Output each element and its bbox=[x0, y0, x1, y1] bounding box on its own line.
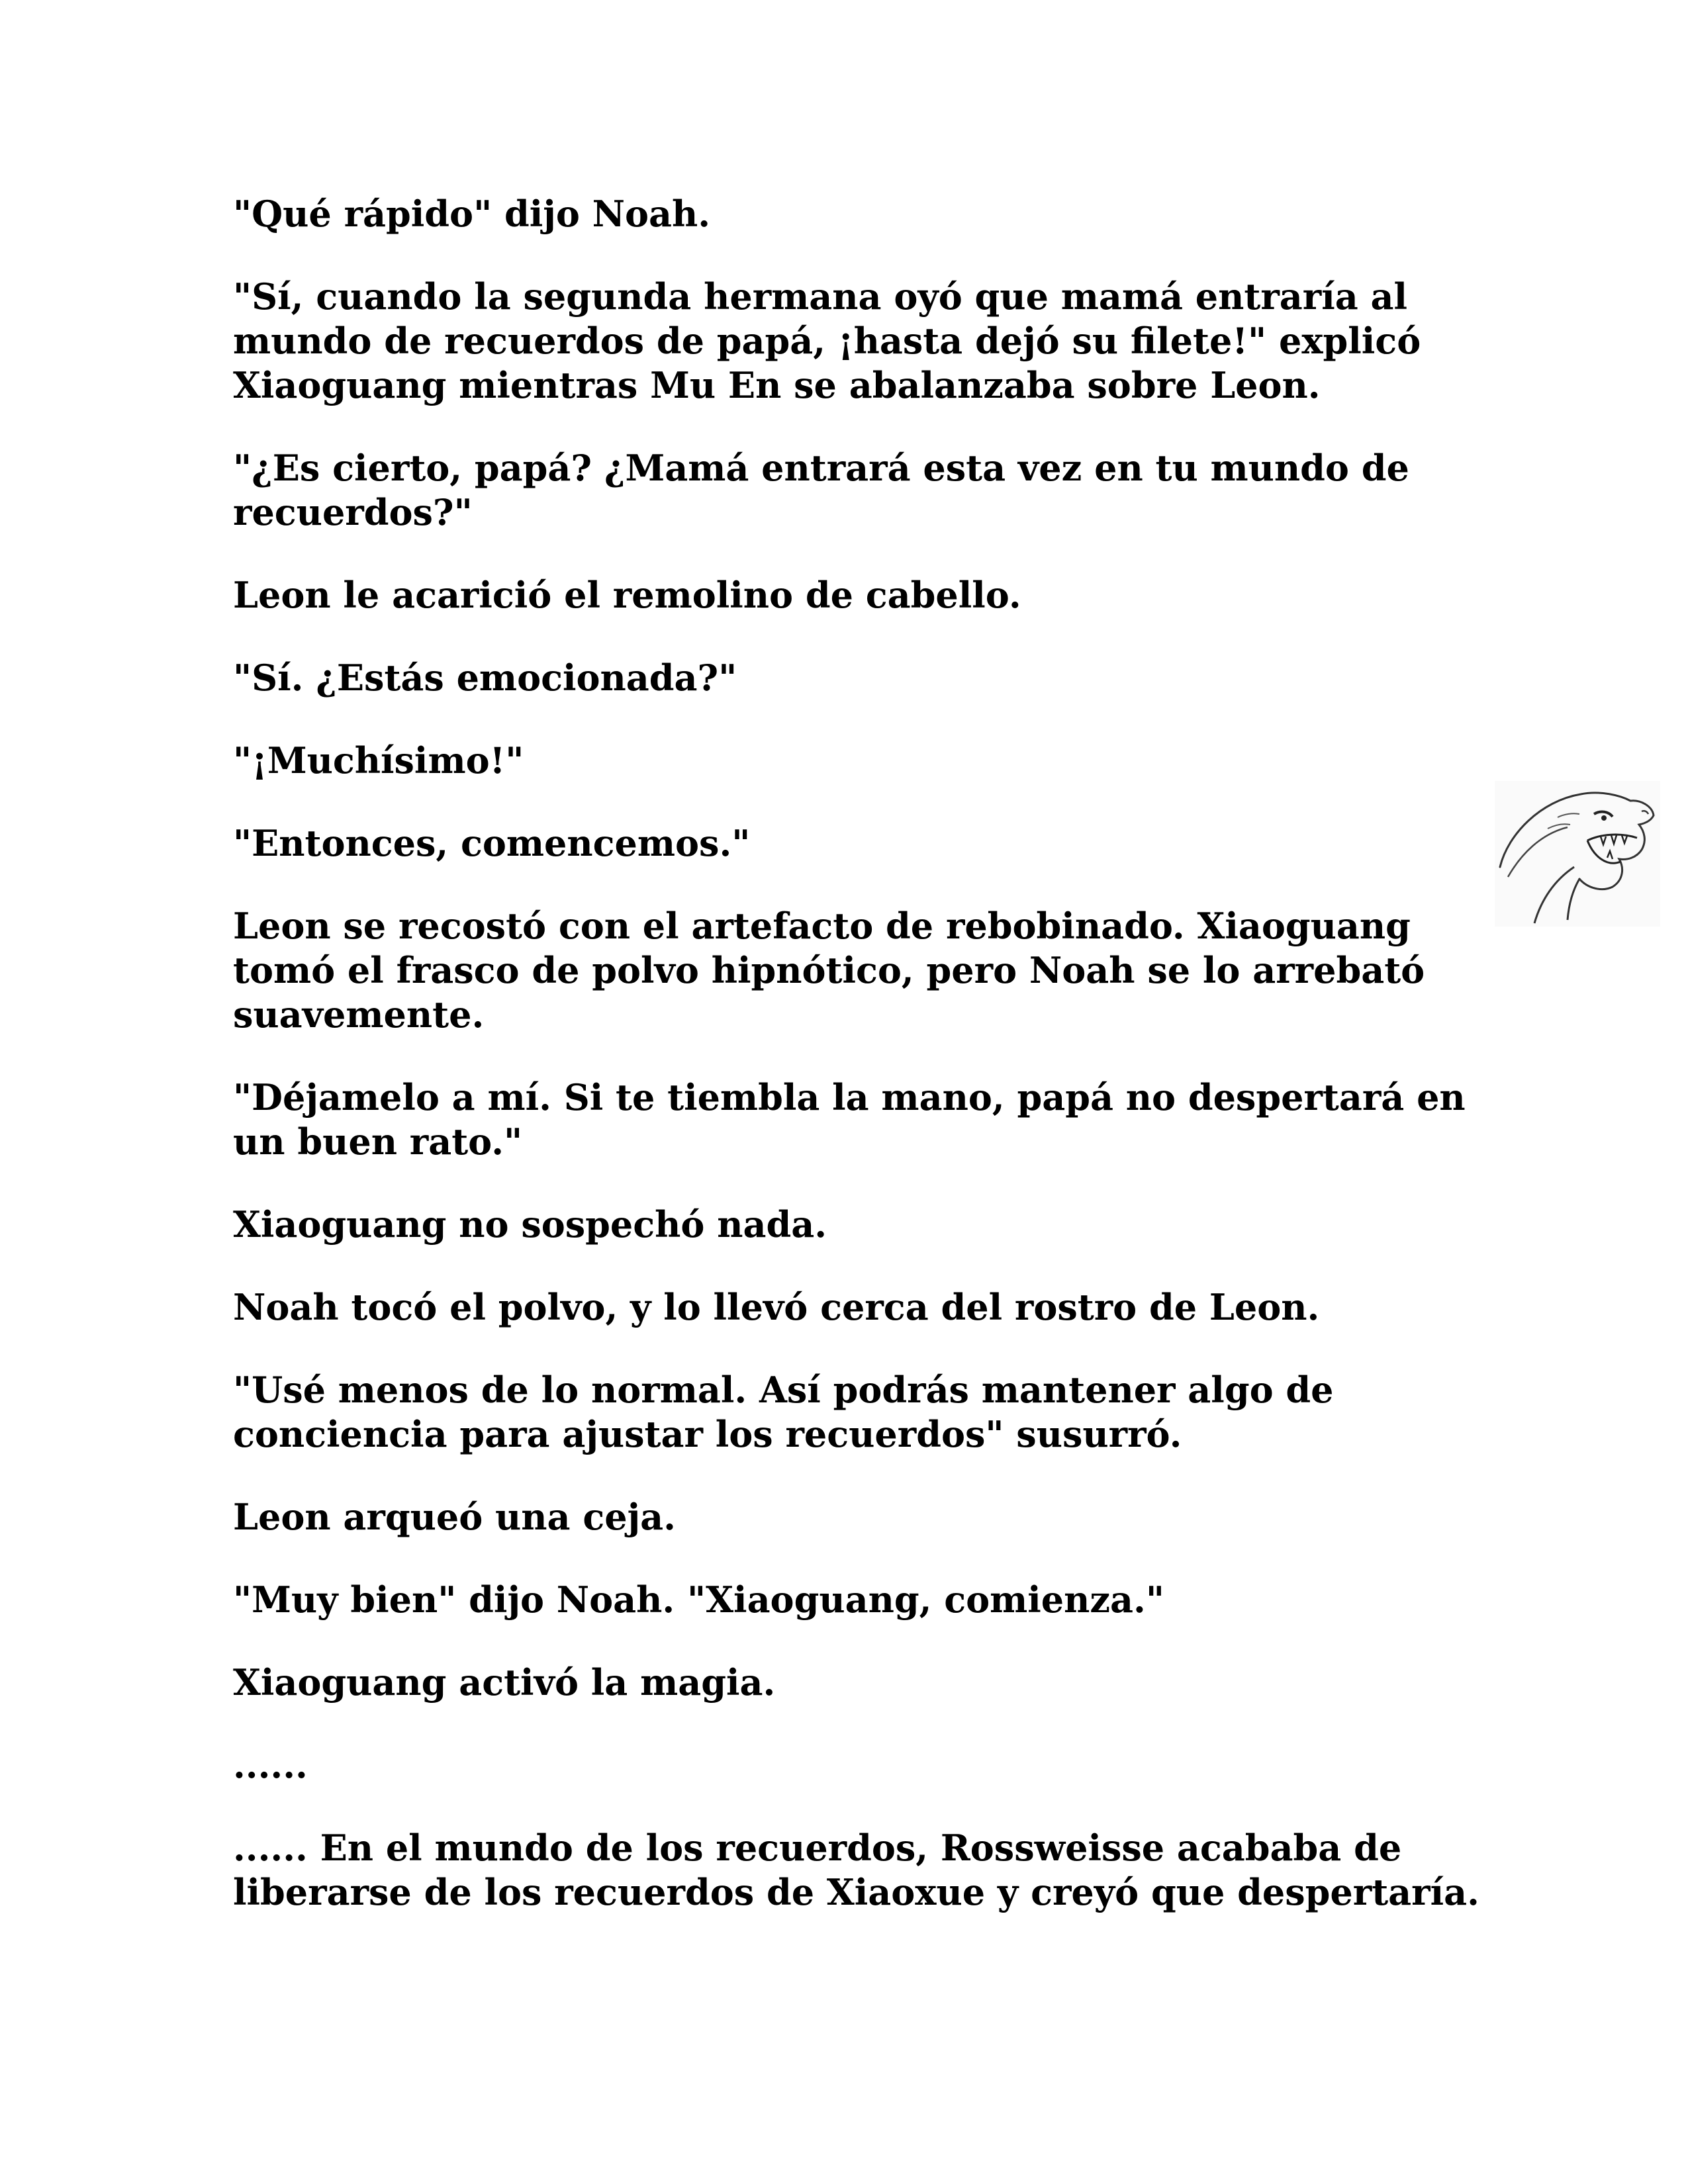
paragraph: Leon arqueó una ceja. bbox=[233, 1496, 676, 1538]
paragraph: Noah tocó el polvo, y lo llevó cerca del rostro de Leon. bbox=[233, 1286, 1320, 1328]
story-text bbox=[233, 192, 1491, 1915]
dinosaur-head-icon bbox=[1495, 781, 1660, 927]
paragraph: "Usé menos de lo normal. Así podrás mantener algo de conciencia para ajustar los recuerdos" susurró. bbox=[233, 1369, 1334, 1455]
paragraph: ...... En el mundo de los recuerdos, Rossweisse acababa de liberarse de los recuerdos de Xiaoxue y creyó que despertaría. bbox=[233, 1827, 1479, 1913]
paragraph: Leon le acarició el remolino de cabello. bbox=[233, 574, 1021, 616]
paragraph: "¿Es cierto, papá? ¿Mamá entrará esta vez en tu mundo de recuerdos?" bbox=[233, 447, 1409, 533]
paragraph: "Déjamelo a mí. Si te tiembla la mano, papá no despertará en un buen rato." bbox=[233, 1076, 1466, 1163]
paragraph: Xiaoguang no sospechó nada. bbox=[233, 1203, 827, 1246]
paragraph: "Sí. ¿Estás emocionada?" bbox=[233, 657, 737, 699]
paragraph: "Sí, cuando la segunda hermana oyó que mamá entraría al mundo de recuerdos de papá, ¡hasta dejó su filete!" explicó Xiaoguang mientras Mu En se abalanzaba sobre Leon. bbox=[233, 275, 1421, 406]
paragraph: "¡Muchísimo!" bbox=[233, 739, 524, 782]
paragraph: "Muy bien" dijo Noah. "Xiaoguang, comienza." bbox=[233, 1578, 1164, 1621]
paragraph: ...... bbox=[233, 1744, 308, 1786]
paragraph: "Qué rápido" dijo Noah. bbox=[233, 193, 711, 235]
paragraph: "Entonces, comencemos." bbox=[233, 822, 751, 864]
paragraph: Xiaoguang activó la magia. bbox=[233, 1661, 776, 1704]
paragraph: Leon se recostó con el artefacto de rebobinado. Xiaoguang tomó el frasco de polvo hipnótico, pero Noah se lo arrebató suavemente. bbox=[233, 905, 1425, 1036]
